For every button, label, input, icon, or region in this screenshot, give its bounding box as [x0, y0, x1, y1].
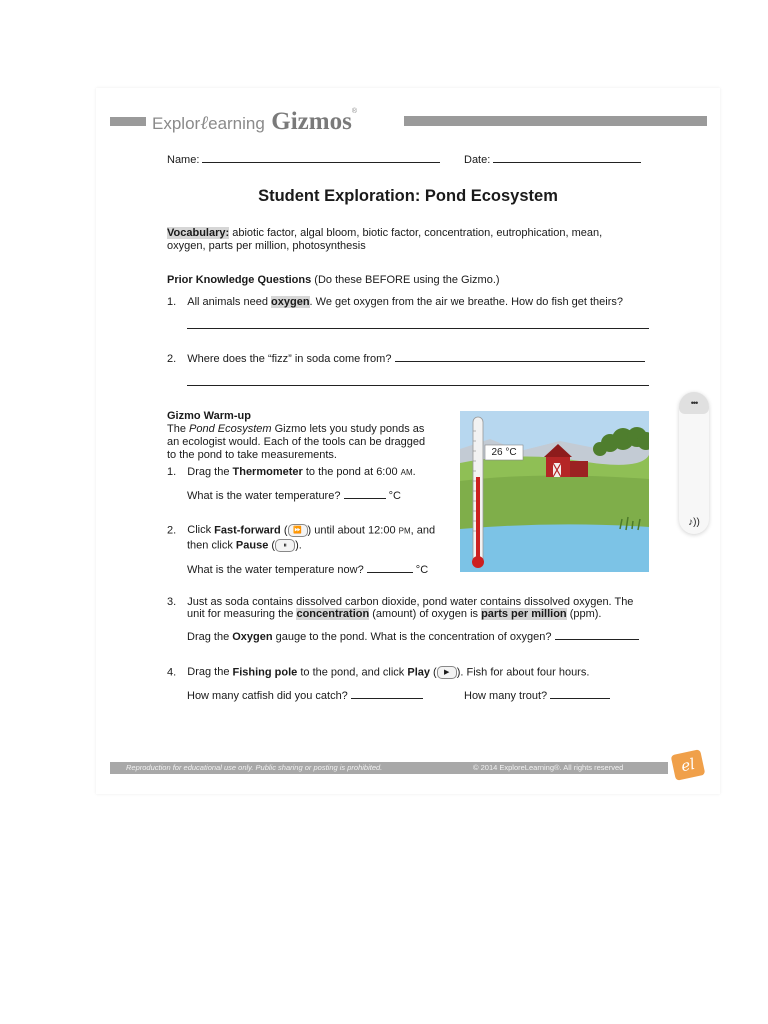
step2-number: 2.	[167, 524, 177, 537]
explorelearning-logo	[671, 749, 706, 781]
step2-unit: °C	[412, 564, 429, 576]
q3-ppm: parts per million	[481, 608, 567, 620]
warmup-intro-b: Gizmo lets you study ponds as	[271, 423, 425, 435]
brand-el-glyph: ℓ	[200, 112, 209, 134]
q3-concentration: concentration	[296, 608, 370, 620]
page-title: Student Exploration: Pond Ecosystem	[258, 187, 558, 205]
more-options-button[interactable]	[679, 392, 709, 414]
date-field[interactable]	[464, 153, 641, 167]
q4-play: Play	[407, 666, 430, 679]
worksheet-page	[96, 88, 720, 794]
step2-line2-a: then click	[187, 539, 236, 552]
step2-pause: Pause	[235, 539, 269, 552]
q1-text-a: All animals need	[187, 296, 272, 308]
more-icon: •••	[690, 398, 698, 408]
q3-blank[interactable]	[555, 630, 639, 640]
pause-icon: ⏸	[275, 539, 295, 552]
warmup-step-1-question	[187, 489, 401, 503]
step1-period: .	[412, 466, 416, 478]
step2-line2-d: ).	[295, 539, 302, 552]
q3-line3-a: Drag the	[187, 631, 233, 643]
step2-blank[interactable]	[367, 563, 413, 573]
date-label: Date:	[464, 154, 491, 166]
q1-answer-line[interactable]	[187, 328, 649, 329]
q3-oxygen: Oxygen	[232, 631, 273, 643]
q3-line2-a: unit for measuring the	[187, 608, 297, 620]
play-icon: ▶	[437, 666, 457, 679]
footer-right-text: © 2014 ExploreLearning®. All rights reserved	[473, 763, 624, 772]
brand-logo	[152, 108, 357, 134]
warmup-intro	[167, 410, 447, 462]
q4-text-c: to the pond, and click	[297, 666, 408, 679]
q2-answer-line[interactable]	[187, 385, 649, 386]
vocabulary-block	[167, 227, 637, 253]
warmup-intro-italic: Pond Ecosystem	[189, 423, 272, 435]
step2-text-e: , and	[410, 524, 436, 537]
step2-fast-forward: Fast-forward	[214, 524, 281, 537]
brand-gizmos: Gizmos	[271, 108, 352, 135]
step2-pm: PM	[398, 526, 411, 536]
q1-highlight: oxygen	[271, 296, 310, 308]
vocabulary-label: Vocabulary:	[167, 227, 230, 239]
warmup-intro-line2: an ecologist would. Each of the tools can be dragged	[167, 436, 426, 448]
q3-line2-c: (ppm).	[566, 608, 602, 620]
step1-blank[interactable]	[344, 489, 386, 499]
step1-unit: °C	[385, 490, 401, 502]
catfish-blank[interactable]	[351, 689, 423, 699]
q4-fishing-pole: Fishing pole	[232, 666, 298, 679]
step2-line2-paren: (	[268, 539, 276, 552]
q3-line3-c: gauge to the pond. What is the concentration of oxygen?	[272, 631, 555, 643]
question-3-line2	[187, 608, 602, 621]
side-widget	[679, 392, 709, 534]
warmup-step-2-question	[187, 563, 428, 577]
q2-text: Where does the “fizz” in soda come from?	[187, 353, 392, 365]
name-field[interactable]	[167, 153, 440, 167]
q4-trout-question: How many trout?	[464, 690, 551, 702]
warmup-step-1	[167, 466, 416, 479]
q1-number: 1.	[167, 296, 177, 308]
thermometer-icon	[472, 417, 484, 568]
warmup-heading: Gizmo Warm-up	[167, 410, 251, 422]
q4-text-f: ). Fish for about four hours.	[456, 666, 590, 679]
footer-left-text: Reproduction for educational use only. Public sharing or posting is prohibited.	[126, 763, 383, 772]
prior-heading: Prior Knowledge Questions	[167, 274, 312, 286]
question-4-catfish	[187, 689, 423, 703]
step1-text-c: to the pond at 6:00	[302, 466, 401, 478]
q4-text-a: Drag the	[187, 666, 233, 679]
step1-am: AM	[400, 468, 413, 477]
q4-paren: (	[430, 666, 437, 679]
step1-thermometer: Thermometer	[232, 466, 303, 478]
prior-note: (Do these BEFORE using the Gizmo.)	[311, 274, 500, 286]
q2-blank[interactable]	[395, 352, 645, 362]
question-3-line3	[187, 630, 639, 644]
brand-registered: ®	[351, 108, 357, 115]
q2-number: 2.	[167, 353, 177, 365]
header-bar-right	[404, 116, 707, 126]
fast-forward-icon: ⏩	[288, 524, 308, 537]
audio-icon: ♪))	[688, 517, 700, 528]
question-4	[167, 666, 589, 679]
q3-number: 3.	[167, 596, 177, 608]
read-aloud-button[interactable]	[681, 512, 707, 530]
vocabulary-line1: abiotic factor, algal bloom, biotic factor, concentration, eutrophication, mean,	[229, 227, 603, 239]
thermometer-reading: 26 °C	[491, 447, 517, 458]
step2-text-d: ) until about 12:00	[307, 524, 399, 537]
step1-question: What is the water temperature?	[187, 490, 344, 502]
prior-knowledge-heading	[167, 274, 500, 287]
date-blank[interactable]	[493, 153, 641, 163]
brand-explore: Explor	[152, 114, 201, 133]
logo-text: el	[679, 754, 697, 776]
trout-blank[interactable]	[550, 689, 610, 699]
step2-paren: (	[280, 524, 288, 537]
prior-question-2	[167, 352, 645, 366]
step2-text-a: Click	[187, 524, 215, 537]
q3-line2-b: (amount) of oxygen is	[369, 608, 482, 620]
name-blank[interactable]	[202, 153, 440, 163]
q1-text-b: . We get oxygen from the air we breathe. How do fish get theirs?	[309, 296, 624, 308]
step2-question: What is the water temperature now?	[187, 564, 367, 576]
name-label: Name:	[167, 154, 200, 166]
header-bar-left	[110, 117, 146, 126]
warmup-step-2-line2	[187, 539, 302, 552]
warmup-intro-line3: to the pond to take measurements.	[167, 449, 337, 461]
q3-line1: Just as soda contains dissolved carbon dioxide, pond water contains dissolved oxygen. The	[187, 596, 634, 608]
pond-illustration	[460, 411, 649, 572]
vocabulary-line2: oxygen, parts per million, photosynthesis	[167, 240, 366, 252]
pond-scene	[460, 411, 649, 572]
warmup-intro-a: The	[167, 423, 190, 435]
prior-question-1	[167, 296, 623, 309]
brand-earning: earning	[208, 114, 265, 133]
question-4-trout	[464, 689, 610, 703]
q4-catfish-question: How many catfish did you catch?	[187, 690, 351, 702]
q4-number: 4.	[167, 666, 177, 679]
step1-number: 1.	[167, 466, 177, 478]
step1-text-a: Drag the	[187, 466, 233, 478]
warmup-step-2	[167, 524, 435, 537]
